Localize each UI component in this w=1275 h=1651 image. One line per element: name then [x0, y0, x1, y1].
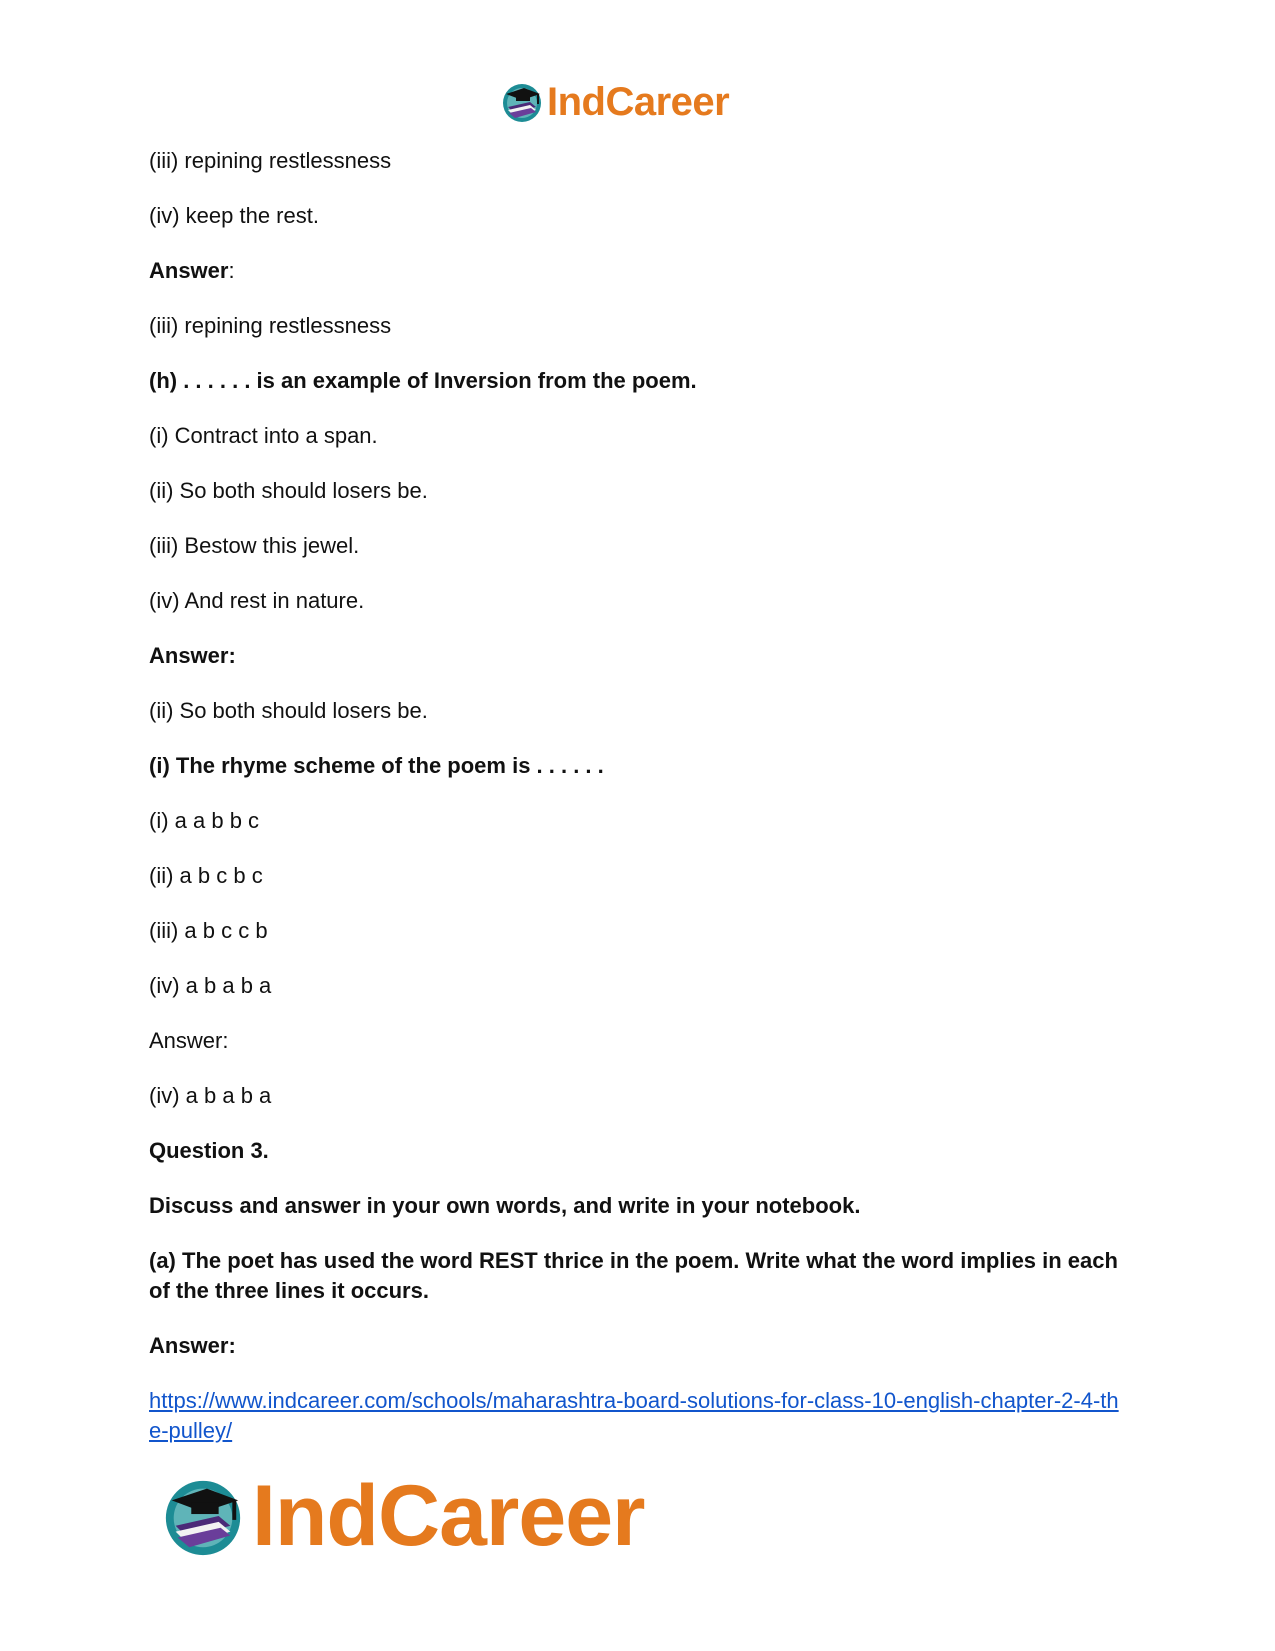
option-line: (iv) a b a b a: [149, 973, 272, 998]
option-line: (i) Contract into a span.: [149, 423, 378, 448]
graduation-cap-books-logo-icon: [160, 1473, 246, 1559]
question-heading: (a) The poet has used the word REST thrice in the poem. Write what the word implies in each of the three lines it occurs.: [149, 1248, 1118, 1303]
graduation-cap-books-logo-icon: [500, 80, 544, 124]
answer-label: Answer:: [149, 1333, 236, 1358]
option-line: (iii) Bestow this jewel.: [149, 533, 360, 558]
answer-text: (iii) repining restlessness: [149, 313, 392, 338]
question-heading: (h) . . . . . . is an example of Inversion from the poem.: [149, 368, 697, 393]
answer-label: Answer:: [149, 643, 236, 668]
option-line: (iii) repining restlessness: [149, 148, 392, 173]
option-line: (iv) keep the rest.: [149, 203, 319, 228]
document-body: [149, 146, 1129, 1446]
answer-label: Answer:: [149, 258, 235, 283]
question-heading: (i) The rhyme scheme of the poem is . . . . . .: [149, 753, 604, 778]
option-line: (iv) And rest in nature.: [149, 588, 365, 613]
answer-label: Answer:: [149, 1028, 229, 1053]
answer-text: (ii) So both should losers be.: [149, 698, 428, 723]
logo-text: IndCareer: [252, 1467, 645, 1564]
question-number: Question 3.: [149, 1138, 269, 1163]
option-line: (i) a a b b c: [149, 808, 260, 833]
option-line: (ii) So both should losers be.: [149, 478, 428, 503]
option-line: (iii) a b c c b: [149, 918, 268, 943]
option-line: (ii) a b c b c: [149, 863, 263, 888]
indcareer-logo-bottom: [160, 1468, 645, 1564]
answer-text: (iv) a b a b a: [149, 1083, 272, 1108]
solution-link[interactable]: https://www.indcareer.com/schools/maharashtra-board-solutions-for-class-10-english-chapter-2-4-the-pulley/: [149, 1388, 1119, 1443]
question-instruction: Discuss and answer in your own words, and write in your notebook.: [149, 1193, 861, 1218]
logo-text: IndCareer: [547, 79, 730, 124]
indcareer-logo-top: [500, 78, 729, 126]
